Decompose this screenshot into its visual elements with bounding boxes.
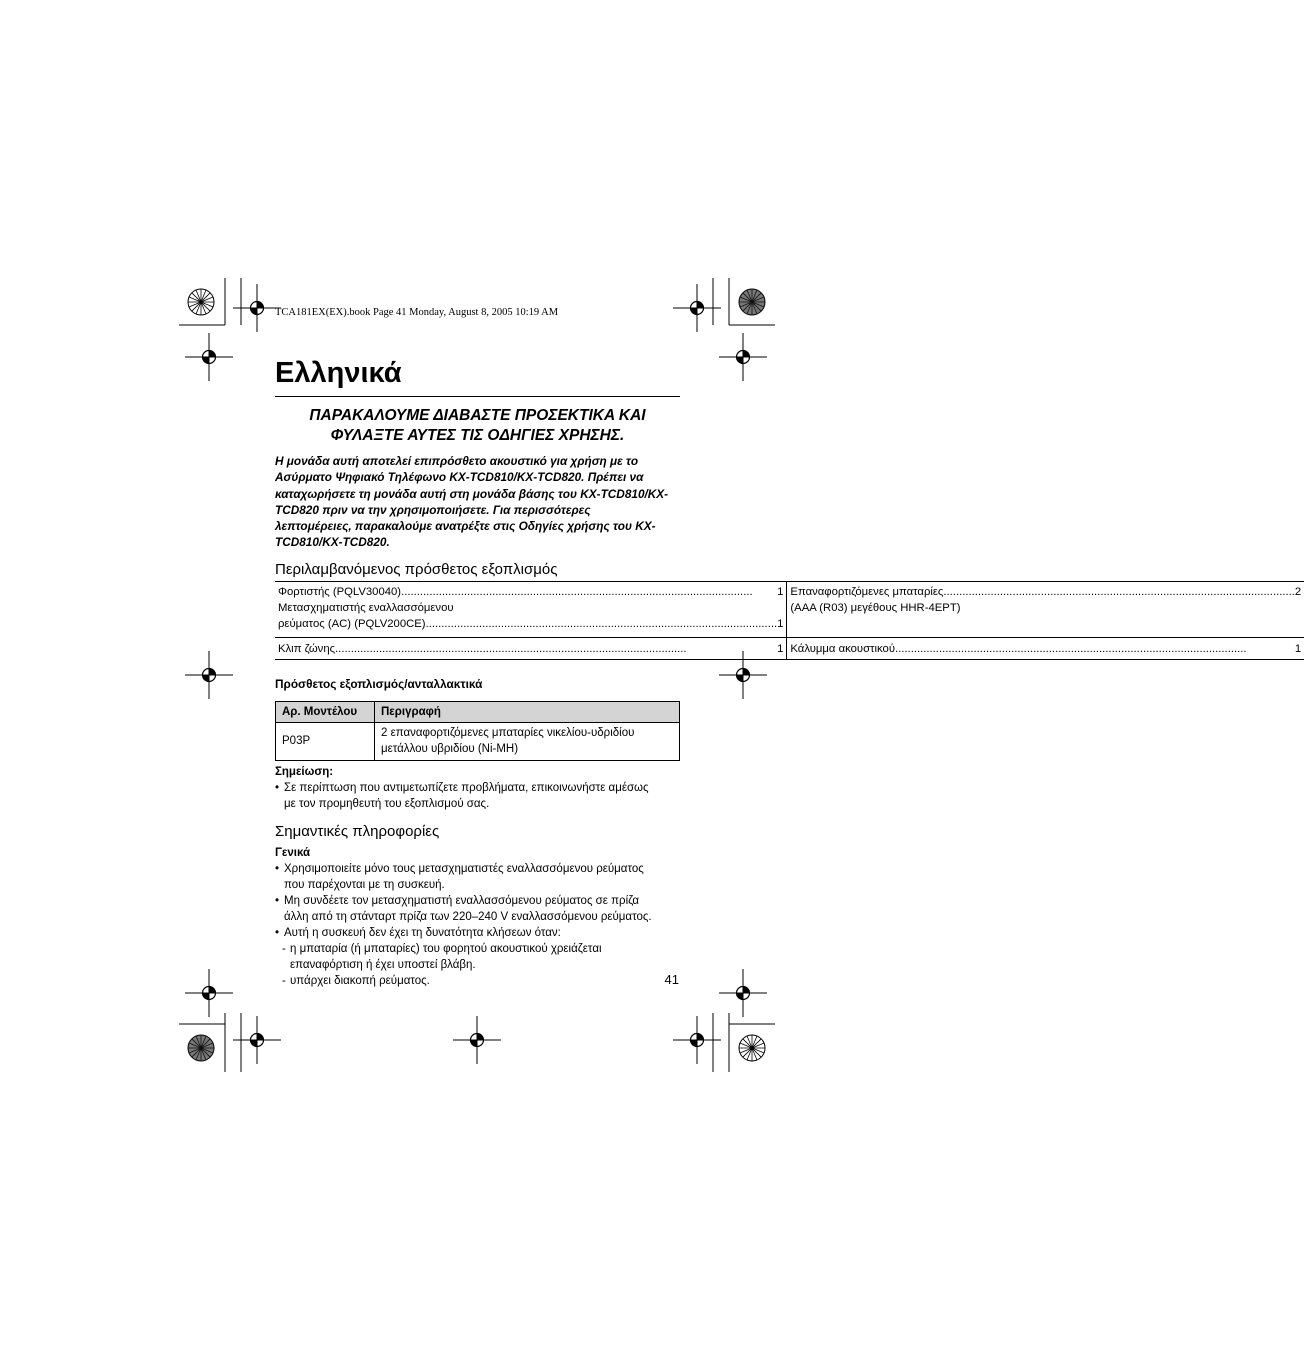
- accessory-item: [278, 584, 783, 600]
- column-header-model: Αρ. Μοντέλου: [276, 701, 375, 722]
- list-item-line: υπάρχει διακοπή ρεύματος.: [290, 974, 430, 987]
- column-header-description: Περιγραφή: [375, 701, 680, 722]
- accessory-qty: 2: [1294, 585, 1302, 598]
- accessory-qty: 1: [1294, 642, 1302, 655]
- page-title: Ελληνικά: [275, 357, 402, 389]
- accessories-cell: [275, 637, 787, 659]
- intro-line: καταχωρήσετε τη μονάδα αυτή στη μονάδα βάσης του KX-TCD810/KX-: [275, 486, 669, 501]
- list-item-line: που παρέχονται με τη συσκευή.: [284, 878, 445, 891]
- list-item: [275, 861, 680, 893]
- list-item-line: επαναφόρτιση ή έχει υποστεί βλάβη.: [290, 958, 476, 971]
- accessory-name: (AAA (R03) μεγέθους HHR-4EPT): [790, 601, 961, 614]
- list-item: [275, 893, 680, 925]
- accessory-qty: 1: [777, 585, 784, 598]
- accessories-table: [275, 581, 1304, 660]
- list-item: [275, 941, 680, 973]
- accessory-qty: 1: [777, 618, 784, 631]
- accessory-name: Επαναφορτιζόμενες μπαταρίες: [790, 585, 944, 598]
- list-item-line: με τον προμηθευτή του εξοπλισμού σας.: [284, 797, 490, 810]
- intro-line: Η μονάδα αυτή αποτελεί επιπρόσθετο ακουστικό για χρήση με το: [275, 454, 639, 468]
- accessory-name: Κλιπ ζώνης: [278, 642, 336, 655]
- note-list: [275, 780, 680, 812]
- general-list: [275, 861, 680, 941]
- page-content: [275, 352, 1302, 989]
- accessory-name: ρεύματος (AC) (PQLV200CE): [278, 618, 426, 631]
- description-line: 2 επαναφορτιζόμενες μπαταρίες νικελίου-υδριδίου: [381, 726, 635, 739]
- accessories-cell: [787, 637, 1304, 659]
- accessory-qty: 1: [777, 642, 784, 655]
- accessory-name: Μετασχηματιστής εναλλασσόμενου: [278, 601, 454, 614]
- list-item-line: Σε περίπτωση που αντιμετωπίζετε προβλήματα, επικοινωνήστε αμέσως: [284, 781, 649, 794]
- important-info-heading: Σημαντικές πληροφορίες: [275, 822, 440, 840]
- book-header-line: TCA181EX(EX).book Page 41 Monday, August 8, 2005 10:19 AM: [275, 307, 559, 318]
- list-item-line: άλλη από τη στάνταρτ πρίζα των 220–240 V εναλλασσόμενου ρεύματος.: [284, 910, 652, 923]
- accessory-item: [278, 641, 783, 657]
- intro-paragraph: [275, 453, 680, 551]
- accessories-cell: [275, 581, 787, 637]
- list-item: [275, 925, 680, 941]
- page-number: 41: [664, 972, 679, 987]
- list-item-line: Μη συνδέετε τον μετασχηματιστή εναλλασσόμενου ρεύματος σε πρίζα: [284, 894, 640, 907]
- table-row: [276, 722, 680, 760]
- list-item-line: η μπαταρία (ή μπαταρίες) του φορητού ακουστικού χρειάζεται: [290, 942, 602, 955]
- accessory-name: Κάλυμμα ακουστικού: [790, 642, 895, 655]
- accessory-item: [790, 584, 1301, 600]
- conditions-list: [275, 941, 680, 989]
- list-item-line: Χρησιμοποιείτε μόνο τους μετασχηματιστές εναλλασσόμενου ρεύματος: [284, 862, 644, 875]
- intro-line: TCD820 πριν να την χρησιμοποιήσετε. Για περισσότερες: [275, 502, 591, 517]
- parts-heading: Πρόσθετος εξοπλισμός/ανταλλακτικά: [275, 676, 483, 691]
- list-item: [275, 973, 680, 989]
- accessories-heading: Περιλαμβανόμενος πρόσθετος εξοπλισμός: [275, 560, 558, 578]
- warning-line: ΦΥΛΑΞΤΕ ΑΥΤΕΣ ΤΙΣ ΟΔΗΓΙΕΣ ΧΡΗΣΗΣ.: [330, 427, 625, 444]
- warning-notice: [275, 406, 680, 446]
- list-item: [275, 780, 680, 812]
- general-subheading: Γενικά: [275, 846, 311, 859]
- title-rule: [275, 396, 680, 397]
- intro-line: λεπτομέρειες, παρακαλούμε ανατρέξτε στις Οδηγίες χρήσης του KX-: [275, 519, 656, 534]
- model-number-cell: P03P: [276, 722, 375, 760]
- warning-line: ΠΑΡΑΚΑΛΟΥΜΕ ΔΙΑΒΑΣΤΕ ΠΡΟΣΕΚΤΙΚΑ ΚΑΙ: [309, 407, 646, 424]
- parts-table: [275, 701, 680, 761]
- list-item-line: Αυτή η συσκευή δεν έχει τη δυνατότητα κλήσεων όταν:: [284, 926, 561, 939]
- accessory-name: Φορτιστής (PQLV30040): [278, 585, 402, 598]
- accessories-cell: [787, 581, 1304, 637]
- intro-line: TCD810/KX-TCD820.: [275, 535, 390, 550]
- intro-line: Ασύρματο Ψηφιακό Τηλέφωνο KX-TCD810/KX-TCD820. Πρέπει να: [275, 470, 644, 485]
- note-heading: Σημείωση:: [275, 765, 334, 778]
- description-line: μετάλλου υβριδίου (Ni-MH): [381, 742, 519, 755]
- accessory-item: [790, 641, 1301, 657]
- accessory-item: [278, 616, 783, 632]
- description-cell: [375, 722, 680, 760]
